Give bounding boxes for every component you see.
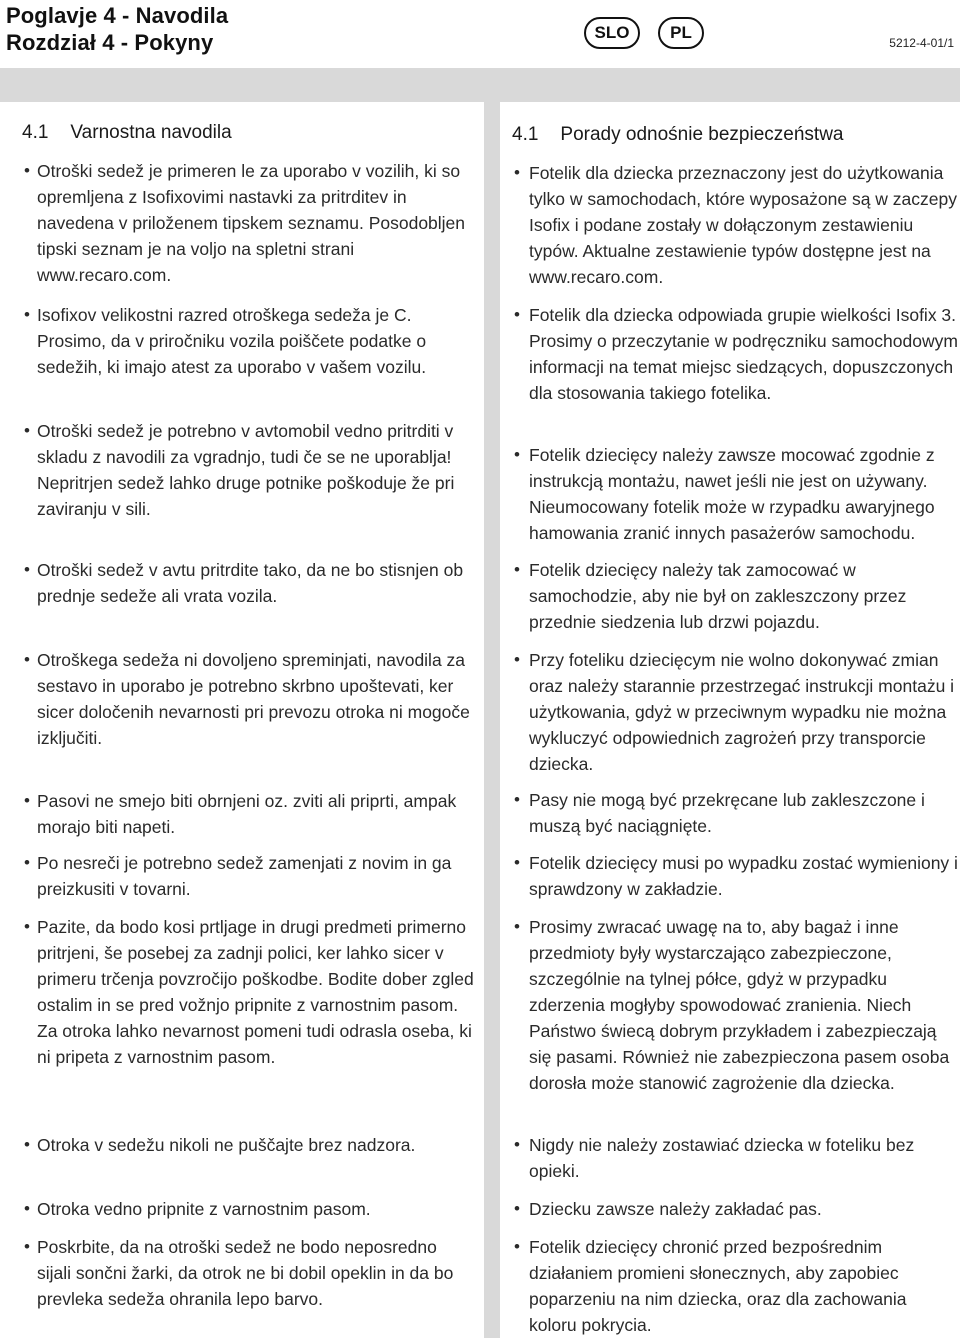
list-item: • Przy foteliku dziecięcym nie wolno dokonywać zmian oraz należy starannie przestrzegać instrukcji montażu i użytkowania, gdyż w przeciwnym wypadku nie można wykluczyć odpowiednich zagrożeń przy transporcie dziecka. — [512, 647, 958, 777]
list-item: • Otroški sedež v avtu pritrdite tako, da ne bo stisnjen ob prednje sedeže ali vrata vozila. — [22, 557, 474, 609]
left-column-slovenian — [0, 102, 484, 1338]
bullet-icon: • — [514, 853, 520, 872]
list-item: • Nigdy nie należy zostawiać dziecka w foteliku bez opieki. — [512, 1132, 958, 1184]
list-item: • Fotelik dziecięcy musi po wypadku zostać wymieniony i sprawdzony w zakładzie. — [512, 850, 958, 902]
bullet-icon: • — [24, 1135, 30, 1154]
bullet-icon: • — [514, 1135, 520, 1154]
bullet-icon: • — [514, 650, 520, 669]
chapter-title — [6, 2, 228, 56]
chapter-title-slo: Poglavje 4 - Navodila — [6, 3, 229, 28]
bullet-icon: • — [514, 790, 520, 809]
bullet-icon: • — [514, 1237, 520, 1256]
bullet-icon: • — [24, 421, 30, 440]
list-item: • Fotelik dziecięcy należy zawsze mocować zgodnie z instrukcją montażu, nawet jeśli nie jest on używany. Nieumocowany fotelik może w rzypadku awaryjnego hamowania zranić innych pasażerów samochodu. — [512, 442, 958, 546]
top-gray-band — [0, 68, 960, 102]
chapter-title-pl: Rozdział 4 - Pokyny — [6, 30, 214, 55]
bullet-icon: • — [24, 791, 30, 810]
section-heading-pl — [512, 124, 844, 146]
list-item: • Otroški sedež je primeren le za uporabo v vozilih, ki so opremljena z Isofixovimi nastavki za pritrditev in navedena v priloženem tipskem seznamu. Posodobljen tipski seznam je na voljo na spletni strani www.recaro.com. — [22, 158, 474, 288]
section-title: Varnostna navodila — [70, 122, 232, 143]
list-item: • Po nesreči je potrebno sedež zamenjati z novim in ga preizkusiti v tovarni. — [22, 850, 474, 902]
column-divider — [484, 102, 500, 1338]
bullet-icon: • — [24, 560, 30, 579]
section-heading-slo — [22, 122, 232, 144]
list-item: • Dziecku zawsze należy zakładać pas. — [512, 1196, 958, 1222]
list-item: • Fotelik dla dziecka przeznaczony jest do użytkowania tylko w samochodach, które wyposażone są w zaczepy Isofix i podane zostały w dołączonym zestawieniu typów. Aktualne zestawienie typów dostępne jest na www.recaro.com. — [512, 160, 958, 290]
bullet-icon: • — [514, 305, 520, 324]
section-number: 4.1 — [22, 122, 49, 143]
document-number: 5212-4-01/1 — [889, 36, 954, 50]
list-item: • Otroški sedež je potrebno v avtomobil vedno pritrditi v skladu z navodili za vgradnjo, tudi če se ne uporablja! Nepritrjen sedež lahko druge potnike poškoduje že pri zaviranju v sili. — [22, 418, 474, 522]
bullet-icon: • — [24, 161, 30, 180]
bullet-icon: • — [514, 560, 520, 579]
list-item: • Pazite, da bodo kosi prtljage in drugi predmeti primerno pritrjeni, še posebej za zadnji polici, ker lahko sicer v primeru trčenja povzročijo poškodbe. Bodite dober zgled ostalim in se pred vožnjo pripnite z varnostnim pasom. Za otroka lahko nevarnost pomeni tudi odrasla oseba, ki ni pripeta z varnostnim pasom. — [22, 914, 474, 1070]
list-item: • Isofixov velikostni razred otroškega sedeža je C. Prosimo, da v priročniku vozila poiščete podatke o sedežih, ki imajo atest za uporabo v vašem vozilu. — [22, 302, 474, 380]
lang-badge-pl: PL — [658, 17, 704, 49]
list-item: • Poskrbite, da na otroški sedež ne bodo neposredno sijali sončni žarki, da otrok ne bi dobil opeklin in da bo prevleka sedeža ohranila lepo barvo. — [22, 1234, 474, 1312]
bullet-icon: • — [24, 1237, 30, 1256]
list-item: • Fotelik dla dziecka odpowiada grupie wielkości Isofix 3. Prosimy o przeczytanie w podręczniku samochodowym informacji na temat miejsc siedzących, dopuszczonych dla stosowania takiego fotelika. — [512, 302, 958, 406]
bullet-icon: • — [24, 305, 30, 324]
list-item: • Fotelik dziecięcy chronić przed bezpośrednim działaniem promieni słonecznych, aby zapobiec poparzeniu na nim dziecka, oraz dla zachowania koloru pokrycia. — [512, 1234, 958, 1338]
list-item: • Pasy nie mogą być przekręcane lub zakleszczone i muszą być naciągnięte. — [512, 787, 958, 839]
bullet-icon: • — [24, 650, 30, 669]
list-item: • Fotelik dziecięcy należy tak zamocować w samochodzie, aby nie był on zakleszczony przez przednie siedzenia lub drzwi pojazdu. — [512, 557, 958, 635]
lang-badge-slo: SLO — [584, 17, 640, 49]
bullet-icon: • — [24, 917, 30, 936]
list-item: • Otroškega sedeža ni dovoljeno spreminjati, navodila za sestavo in uporabo je potrebno skrbno upoštevati, ker sicer določenih nevarnosti pri prevozu otroka ni mogoče izključiti. — [22, 647, 474, 751]
list-item: • Prosimy zwracać uwagę na to, aby bagaż i inne przedmioty były wystarczająco zabezpieczone, szczególnie na tylnej półce, gdyż w przypadku zderzenia mogłyby spowodować zranienia. Niech Państwo świecą dobrym przykładem i zabezpieczają się pasami. Również nie zabezpieczona pasem osoba dorosła może stanowić zagrożenie dla dziecka. — [512, 914, 958, 1096]
section-title: Porady odnośnie bezpieczeństwa — [560, 124, 844, 145]
list-item: • Otroka vedno pripnite z varnostnim pasom. — [22, 1196, 474, 1222]
bullet-icon: • — [24, 853, 30, 872]
list-item: • Otroka v sedežu nikoli ne puščajte brez nadzora. — [22, 1132, 474, 1158]
bullet-icon: • — [514, 1199, 520, 1218]
list-item: • Pasovi ne smejo biti obrnjeni oz. zviti ali priprti, ampak morajo biti napeti. — [22, 788, 474, 840]
right-column-polish — [500, 102, 960, 1338]
section-number: 4.1 — [512, 124, 539, 145]
bullet-icon: • — [24, 1199, 30, 1218]
bullet-icon: • — [514, 917, 520, 936]
bullet-icon: • — [514, 163, 520, 182]
bullet-icon: • — [514, 445, 520, 464]
